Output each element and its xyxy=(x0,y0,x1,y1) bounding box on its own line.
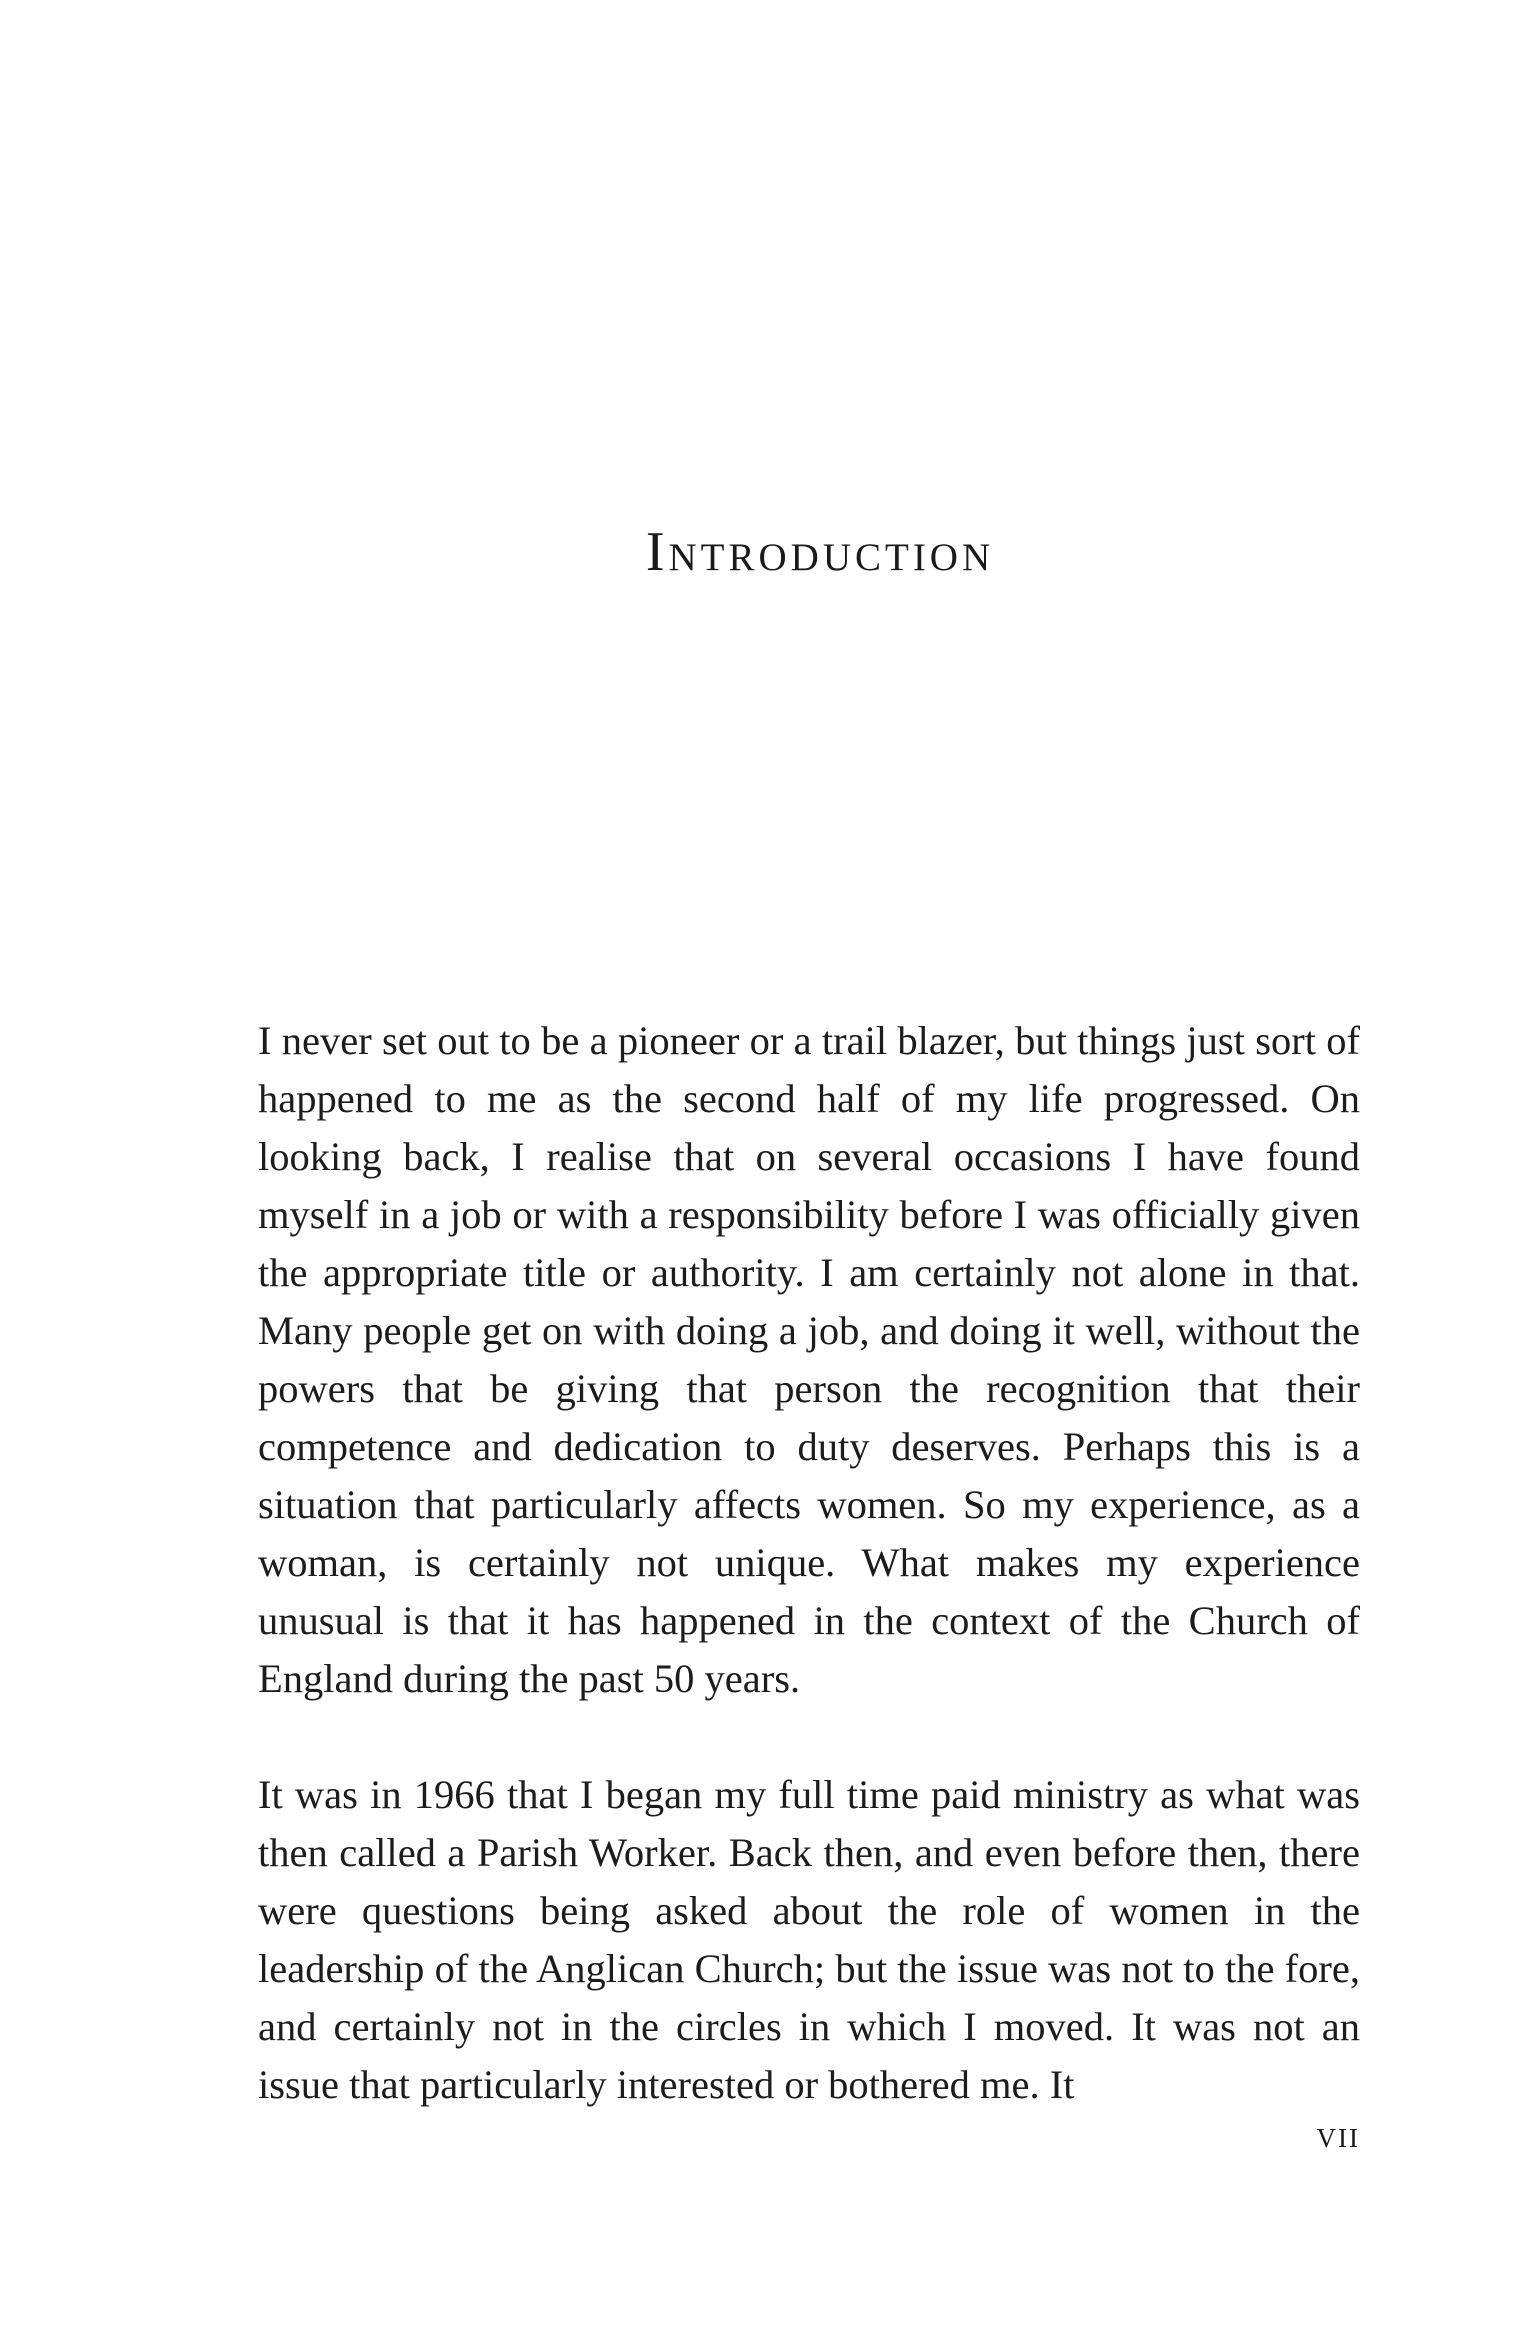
paragraph-2: It was in 1966 that I began my full time paid ministry as what was then called a Parish Worker. Back then, and even before then, there were questions being asked about the role of women in the leadership of the Anglican Church; but the issue was not to the fore, and certainly not in the circles in which I moved. It was not an issue that particularly interested or bothered me. It xyxy=(258,1772,1360,2107)
page-number: VII xyxy=(1316,2123,1360,2153)
body-text xyxy=(258,1012,1360,2114)
chapter-title: Introduction xyxy=(645,521,995,583)
paragraph-1: I never set out to be a pioneer or a trail blazer, but things just sort of happened to me as the second half of my life progressed. On looking back, I realise that on several occasions I have found myself in a job or with a responsibility before I was officially given the appropriate title or authority. I am certainly not alone in that. Many people get on with doing a job, and doing it well, without the powers that be giving that person the recognition that their competence and dedication to duty deserves. Perhaps this is a situation that particularly affects women. So my experience, as a woman, is certainly not unique. What makes my experience unusual is that it has happened in the context of the Church of England during the past 50 years. xyxy=(258,1018,1360,1701)
